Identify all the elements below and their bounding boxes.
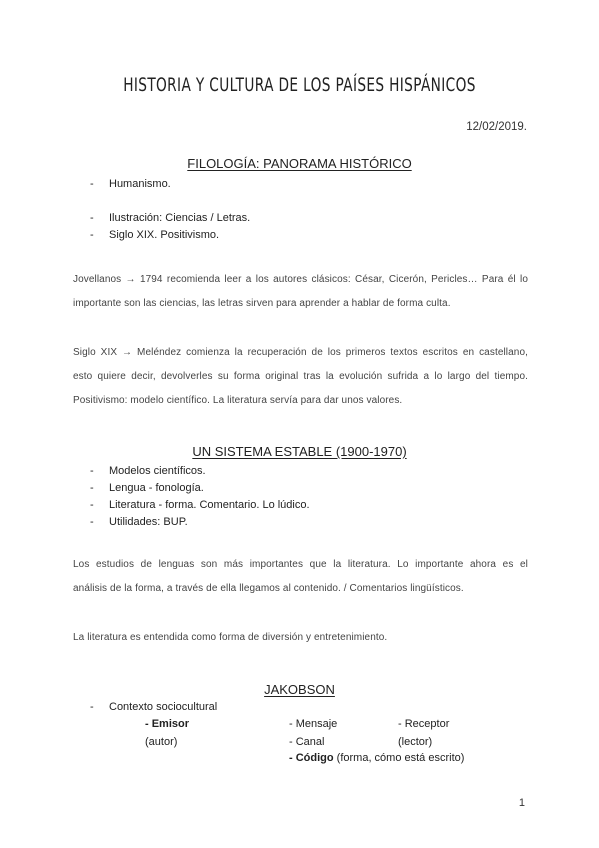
receptor-label: - Receptor [398,718,450,730]
document-title: HISTORIA Y CULTURA DE LOS PAÍSES HISPÁNICOS [123,74,476,96]
receptor-sub: (lector) [398,736,433,748]
emisor-label: - Emisor [145,718,190,730]
paragraph-line: esto quiere decir, devolverles su forma original tras la evolución sufrida a lo largo del tiempo. [73,371,528,382]
list-item: - Literatura - forma. Comentario. Lo lúdico. [90,499,310,511]
section-heading-filologia: FILOLOGÍA: PANORAMA HISTÓRICO [187,156,412,171]
codigo-line [289,752,464,764]
section-heading-sistema-estable: UN SISTEMA ESTABLE (1900-1970) [192,444,407,459]
list-item: - Modelos científicos. [90,465,206,477]
page-number: 1 [518,797,525,809]
date: 12/02/2019. [466,121,527,133]
paragraph-line: La literatura es entendida como forma de diversión y entretenimiento. [73,632,388,643]
section-heading-jakobson: JAKOBSON [264,682,335,697]
codigo-description: (forma, cómo está escrito) [333,752,465,764]
list-item: - Ilustración: Ciencias / Letras. [90,212,251,224]
list-item: - Utilidades: BUP. [90,516,188,528]
codigo-label: - Código [289,752,334,764]
paragraph-estudios [73,553,528,601]
paragraph-line: Jovellanos → 1794 recomienda leer a los autores clásicos: César, Cicerón, Pericles… Para él lo [73,274,528,285]
emisor-sub: (autor) [145,736,178,748]
list-item: - Siglo XIX. Positivismo. [90,229,220,241]
paragraph-line: Positivismo: modelo científico. La literatura servía para dar unos valores. [73,395,403,406]
list-item: - Lengua - fonología. [90,482,204,494]
paragraph-line: importante son las ciencias, las letras sirven para aprender a hablar de forma culta. [73,298,451,309]
paragraph-line: análisis de la forma, a través de ella llegamos al contenido. / Comentarios lingüísticos. [73,583,464,594]
paragraph-literatura [73,626,528,650]
list-item: - Contexto sociocultural [90,701,218,713]
paragraph-siglo-xix [73,341,528,413]
canal-label: - Canal [289,736,325,748]
paragraph-jovellanos [73,268,528,316]
paragraph-line: Siglo XIX → Meléndez comienza la recuperación de los primeros textos escritos en castellano, [73,347,528,358]
list-item: - Humanismo. [90,178,171,190]
paragraph-line: Los estudios de lenguas son más importantes que la literatura. Lo importante ahora es el [73,559,528,570]
mensaje-label: - Mensaje [289,718,338,730]
